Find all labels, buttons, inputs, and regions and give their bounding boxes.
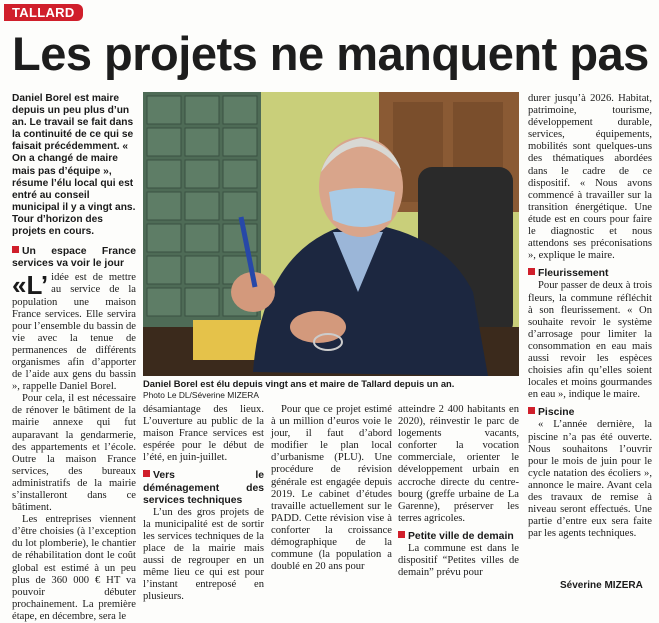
bullet-square-icon: [528, 268, 535, 275]
column-1: [12, 93, 136, 623]
section-tag: TALLARD: [4, 4, 83, 21]
subhead-text: Un espace France services va voir le jour: [12, 246, 136, 270]
paragraph: atteindre 2 400 habitants en 2020), réinvestir le parc de logements vacants, conforter la vocation commerciale, orienter le développement urbain en accroche directe du centre-bourg (greffe urbaine de La Garenne), préserver les terres agricoles.: [398, 404, 519, 524]
bullet-square-icon: [12, 246, 19, 253]
caption-text: Daniel Borel est élu depuis vingt ans et maire de Tallard depuis un an.: [143, 378, 455, 389]
subhead-text: Fleurissement: [538, 268, 609, 280]
paragraph: durer jusqu’à 2026. Habitat, patrimoine, tourisme, développement durable, services, équipements, mobilités sont quelques-uns des thématiques abordées dans le cadre de ce dispositif. « Nous avons commencé à travailler sur la transition énergétique. Une étude est en cours pour faire le diagnostic et nous attendons ses préconisations », explique le maire.: [528, 93, 652, 262]
paragraph: Pour passer de deux à trois fleurs, la commune réfléchit à son fleurissement. « On souhaite revoir le système d’arrosage pour limiter la consommation en eau mais aussi revoir les espèces choisies afin qu’elles soient locales et moins gourmandes en eau », indique le maire.: [528, 280, 652, 401]
subhead-services-techniques: [143, 470, 264, 506]
column-4: [398, 404, 519, 579]
photo-credit: Photo Le DL/Séverine MIZERA: [143, 390, 259, 400]
column-5: [528, 93, 652, 540]
bullet-square-icon: [143, 470, 150, 477]
paragraph: désamiantage des lieux. L’ouverture au public de la maison France services est espérée pour le début de l’été, en juin-juillet.: [143, 404, 264, 464]
paragraph: La commune est dans le dispositif “Petites villes de demain” prévu pour: [398, 543, 519, 579]
mayor-photo: [143, 92, 519, 376]
paragraph: Pour que ce projet estimé à un million d’euros voie le jour, il faut d’abord modifier le plan local d’urbanisme (PLU). Une procédure de révision générale est engagée depuis 2019. Le cabinet d’études travaille actuellement sur le PADD. Cette révision vise à conforter la croissance démographique de la commune (la population a doublé en 20 ans pour: [271, 404, 392, 573]
paragraph: L’un des gros projets de la municipalité est de sortir les services techniques de la place de la mairie mais aussi de regrouper en un même lieu ce qui est pour l’instant entreposé en plusieurs.: [143, 506, 264, 603]
photo-illustration: [143, 92, 519, 376]
subhead-fleurissement: [528, 268, 652, 280]
photo-caption: [143, 378, 519, 401]
subhead-piscine: [528, 407, 652, 419]
subhead-text: Vers le déménagement des services techniques: [143, 470, 264, 506]
subhead-text: Piscine: [538, 407, 575, 419]
paragraph: « L’année dernière, la piscine n’a pas été ouverte. Nous souhaitons l’ouvrir pour le mois de juin pour le cycle natation des écoliers », annonce le maire. Avant cela des travaux de remise à niveau seront effectués. Une partie d’entre eux sera faite par les agents techniques.: [528, 419, 652, 540]
subhead-france-services: [12, 246, 136, 270]
bullet-square-icon: [528, 407, 535, 414]
paragraph: Les entreprises viennent d’être choisies (à l’exception du lot plomberie), le chantier de réhabilitation dont le coût global est estimé à un peu plus de 360 000 € HT va pouvoir débuter prochainement. La première étape, en décembre, sera le: [12, 514, 136, 622]
paragraph: [12, 272, 136, 393]
paragraph: Pour cela, il est nécessaire de rénover le bâtiment de la mairie annexe qui fut auparavant la gendarmerie, des appartements et l’école. Outre la maison France services, des bureaux administratifs de la mairie s’installeront dans ce bâtiment.: [12, 393, 136, 514]
paragraph-text: idée est de mettre au service de la population une maison France services. Elle servira pour l’ensemble du bassin de vie avec la tenue de permanences de différents organismes afin d’apporter de l’aide aux gens du bassin », rappelle Daniel Borel.: [12, 272, 136, 393]
subhead-petite-ville: [398, 531, 519, 543]
headline: Les projets ne manquent pas: [12, 27, 649, 80]
bullet-square-icon: [398, 531, 405, 538]
column-2: [143, 404, 264, 604]
author-signature: Séverine MIZERA: [560, 580, 643, 591]
subhead-text: Petite ville de demain: [408, 530, 514, 542]
column-3: [271, 404, 392, 573]
drop-cap: «L’: [12, 270, 49, 301]
lede: Daniel Borel est maire depuis un peu plus d’un an. Le travail se fait dans la continuité de ce qui se faisait précédemment. « On a changé de maire mais pas d’équipe », résume l’élu local qui est entré au conseil municipal il y a vingt ans. Tour d’horizon des projets en cours.: [12, 93, 136, 238]
